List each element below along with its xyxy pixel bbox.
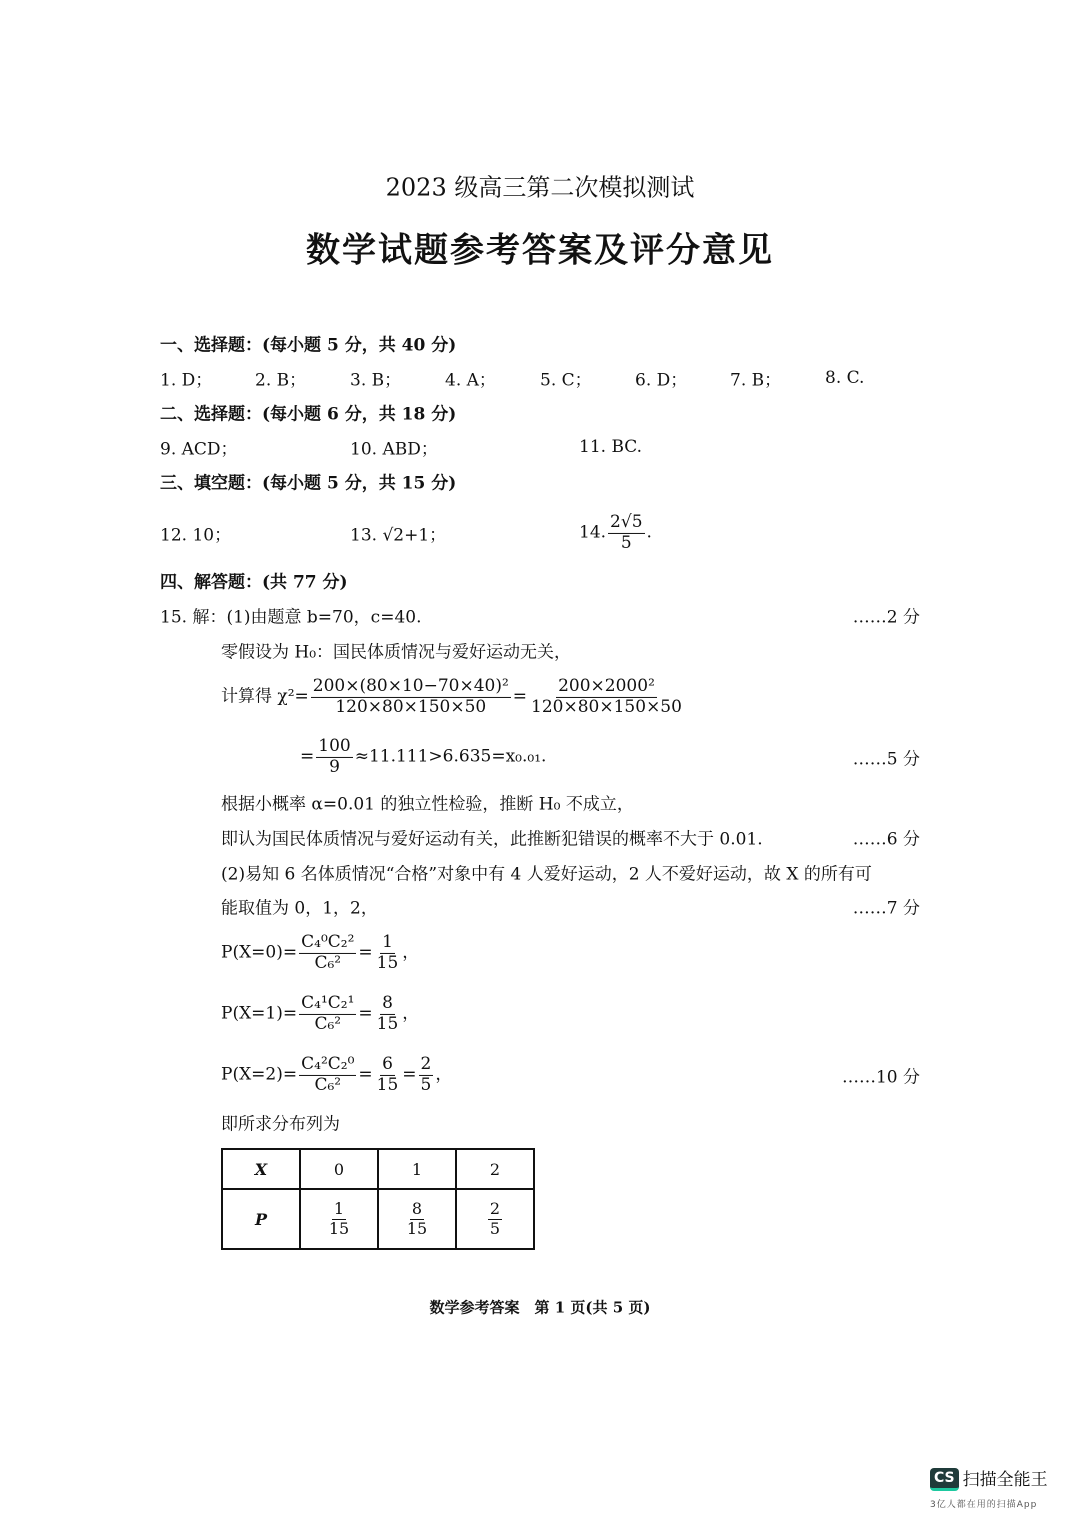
section4-heading: 四、解答题：(共 77 分): [160, 572, 348, 593]
table-header-p: [222, 1189, 300, 1249]
scanner-watermark: [930, 1465, 1048, 1510]
answer-10: 10. ABD；: [350, 439, 438, 460]
label: P(X=2)=: [221, 1064, 298, 1085]
table-row: [222, 1149, 534, 1189]
answer-11: 11. BC.: [579, 437, 643, 457]
x-label: X: [254, 1159, 268, 1179]
numerator: 200×(80×10−70×40)²: [312, 675, 509, 696]
score-2: ……2 分: [852, 607, 920, 628]
period: .: [646, 522, 652, 543]
chi-square-result: [300, 737, 546, 777]
section2-heading: 二、选择题：(每小题 6 分，共 18 分): [160, 404, 457, 425]
probability-x0: [221, 933, 419, 973]
solution-line-8: 能取值为 0，1，2，: [221, 898, 378, 919]
denominator: 5: [489, 1218, 501, 1238]
answer-6: 6. D；: [635, 370, 688, 391]
answer-4: 4. A；: [445, 370, 496, 391]
answer-12: 12. 10；: [160, 525, 232, 546]
table-header-x: [222, 1149, 300, 1189]
equals: =: [512, 686, 528, 707]
answer-7: 7. B；: [730, 370, 782, 391]
equals: =: [358, 942, 373, 963]
denominator: C₆²: [314, 952, 342, 973]
comma: ，: [402, 1003, 420, 1024]
denominator: 15: [406, 1218, 428, 1238]
denominator: C₆²: [314, 1074, 342, 1095]
denominator: 15: [376, 952, 399, 973]
camscanner-logo: CS: [930, 1468, 959, 1491]
label: P(X=1)=: [221, 1003, 298, 1024]
table-cell: [300, 1189, 378, 1249]
numerator: 1: [333, 1199, 345, 1219]
denominator: 15: [376, 1013, 399, 1034]
formula-label: 计算得 χ²=: [221, 686, 309, 707]
equals: =: [358, 1003, 373, 1024]
answer-14: [579, 513, 652, 553]
equals: =: [358, 1064, 373, 1085]
section1-heading: 一、选择题：(每小题 5 分，共 40 分): [160, 335, 457, 356]
answer-2: 2. B；: [255, 370, 307, 391]
table-cell: [456, 1189, 534, 1249]
table-cell: 1: [378, 1149, 456, 1189]
denominator: 5: [420, 1074, 432, 1095]
answer-9: 9. ACD；: [160, 439, 238, 460]
numerator: 8: [411, 1199, 423, 1219]
solution-line-2: 零假设为 H₀：国民体质情况与爱好运动无关，: [221, 642, 572, 663]
solution-line-1: 15. 解：(1)由题意 b=70，c=40.: [160, 607, 422, 628]
page-footer: 数学参考答案 第 1 页(共 5 页): [429, 1298, 651, 1317]
answer-13: 13. √2+1；: [350, 525, 447, 546]
section3-heading: 三、填空题：(每小题 5 分，共 15 分): [160, 473, 457, 494]
numerator: 2: [489, 1199, 501, 1219]
answer-1: 1. D；: [160, 370, 213, 391]
denominator: 15: [376, 1074, 399, 1095]
solution-line-9: 即所求分布列为: [221, 1114, 340, 1135]
numerator: C₄⁰C₂²: [301, 931, 355, 952]
numerator: 200×2000²: [558, 675, 655, 696]
solution-line-7: (2)易知 6 名体质情况“合格”对象中有 4 人爱好运动，2 人不爱好运动，故 X 的所有可: [221, 864, 872, 885]
answer-5: 5. C；: [540, 370, 592, 391]
denominator: 9: [329, 756, 340, 777]
score-7: ……7 分: [852, 898, 920, 919]
answer-14-label: 14.: [579, 522, 607, 543]
numerator: 2: [420, 1053, 432, 1074]
numerator: 100: [318, 735, 351, 756]
chi-square-formula: [221, 677, 686, 717]
numerator: 2√5: [610, 511, 643, 532]
label: P(X=0)=: [221, 942, 298, 963]
score-6: ……6 分: [852, 829, 920, 850]
answer-3: 3. B；: [350, 370, 402, 391]
comma: ，: [435, 1064, 453, 1085]
doc-subtitle: 数学试题参考答案及评分意见: [306, 230, 774, 271]
solution-line-6: 即认为国民体质情况与爱好运动有关，此推断犯错误的概率不大于 0.01.: [221, 829, 763, 850]
score-10: ……10 分: [841, 1067, 920, 1088]
score-5: ……5 分: [852, 749, 920, 770]
probability-x1: [221, 994, 419, 1034]
denominator: C₆²: [314, 1013, 342, 1034]
numerator: C₄¹C₂¹: [301, 992, 355, 1013]
comma: ，: [402, 942, 420, 963]
denominator: 120×80×150×50: [335, 696, 487, 717]
probability-x2: [221, 1055, 452, 1095]
doc-title: 2023 级高三第二次模拟测试: [385, 173, 695, 202]
equals: =: [402, 1064, 417, 1085]
table-row: [222, 1189, 534, 1249]
numerator: 6: [382, 1053, 393, 1074]
table-cell: 2: [456, 1149, 534, 1189]
answer-8: 8. C.: [825, 368, 865, 388]
table-cell: 0: [300, 1149, 378, 1189]
p-label: P: [254, 1209, 268, 1229]
denominator: 5: [620, 532, 632, 553]
table-cell: [378, 1189, 456, 1249]
denominator: 15: [328, 1218, 350, 1238]
comparison: ≈11.111>6.635=x₀.₀₁.: [354, 746, 547, 767]
numerator: 1: [382, 931, 393, 952]
denominator: 120×80×150×50: [531, 696, 682, 717]
equals: =: [300, 746, 315, 767]
watermark-slogan: 3亿人都在用的扫描App: [930, 1500, 1038, 1510]
solution-line-5: 根据小概率 α=0.01 的独立性检验，推断 H₀ 不成立，: [221, 794, 634, 815]
distribution-table: [221, 1148, 535, 1250]
watermark-name: 扫描全能王: [962, 1470, 1048, 1490]
numerator: C₄²C₂⁰: [301, 1053, 355, 1074]
numerator: 8: [382, 992, 393, 1013]
